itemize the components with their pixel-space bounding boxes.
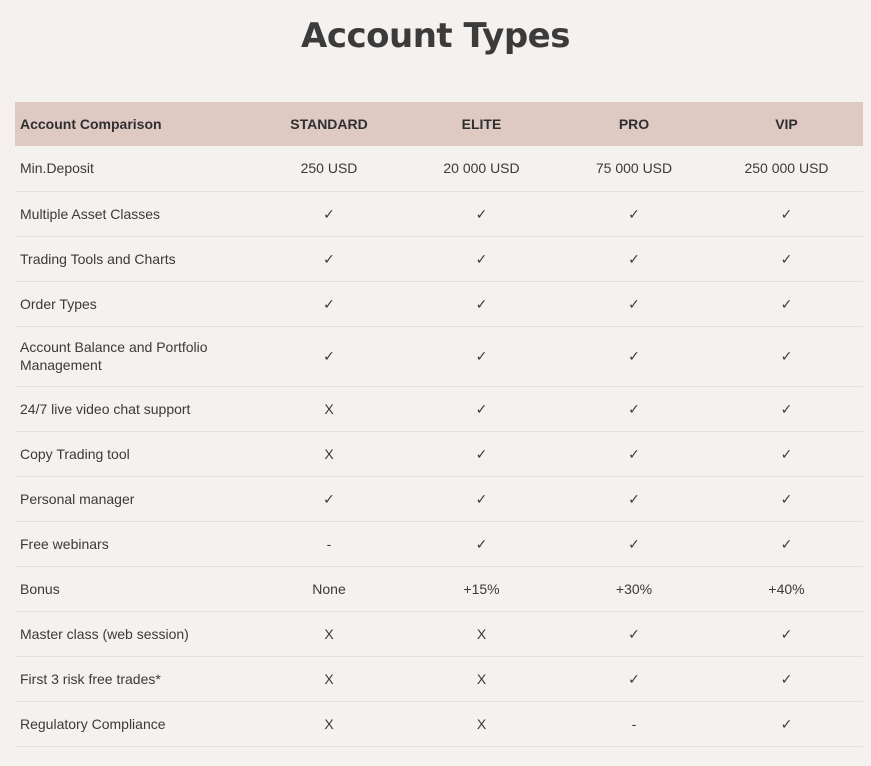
cell-elite: ✓	[475, 535, 488, 552]
cell-vip: ✓	[780, 250, 793, 267]
table-row	[15, 566, 863, 611]
cell-pro: 75 000 USD	[595, 160, 673, 177]
row-label: Bonus	[20, 580, 60, 597]
page-title: Account Types	[301, 16, 570, 56]
row-label: Min.Deposit	[20, 160, 94, 177]
table-row	[15, 281, 863, 326]
row-label: First 3 risk free trades*	[20, 670, 161, 687]
cell-standard: ✓	[323, 348, 335, 364]
cell-standard: ✓	[323, 250, 335, 267]
row-label: Copy Trading tool	[20, 445, 130, 462]
row-label: Regulatory Compliance	[20, 715, 166, 732]
cell-vip: ✓	[780, 295, 793, 312]
header-elite: ELITE	[461, 116, 502, 132]
cell-standard: X	[324, 670, 334, 687]
cell-standard: X	[324, 715, 334, 732]
table-row	[15, 431, 863, 476]
header-pro: PRO	[618, 116, 650, 132]
row-label: Master class (web session)	[20, 625, 189, 642]
table-row	[15, 521, 863, 566]
cell-elite: ✓	[475, 250, 488, 267]
cell-vip: +40%	[768, 580, 805, 597]
cell-elite: ✓	[475, 295, 488, 312]
cell-vip: ✓	[780, 445, 793, 462]
table-row	[15, 236, 863, 281]
cell-pro: ✓	[628, 250, 640, 267]
row-label: Personal manager	[20, 490, 135, 507]
cell-elite: X	[476, 670, 487, 687]
cell-vip: ✓	[780, 205, 793, 222]
table-row	[15, 611, 863, 656]
row-label: 24/7 live video chat support	[20, 400, 191, 417]
cell-pro: ✓	[628, 445, 640, 462]
cell-standard: X	[324, 625, 334, 642]
cell-pro: ✓	[628, 535, 640, 552]
cell-vip: ✓	[780, 625, 793, 642]
row-label: Multiple Asset Classes	[20, 205, 161, 222]
table-row	[15, 656, 863, 701]
cell-elite: ✓	[475, 348, 488, 364]
cell-pro: ✓	[628, 625, 640, 642]
cell-pro: ✓	[628, 295, 640, 312]
header-vip: VIP	[775, 116, 798, 132]
cell-standard: ✓	[323, 205, 335, 222]
cell-pro: +30%	[615, 580, 653, 597]
cell-standard: ✓	[323, 295, 335, 312]
account-comparison-table	[15, 102, 863, 747]
cell-standard: 250 USD	[300, 160, 358, 177]
row-label: Trading Tools and Charts	[20, 250, 176, 267]
cell-vip: ✓	[780, 348, 793, 364]
cell-standard: X	[324, 445, 334, 462]
cell-standard: None	[312, 580, 346, 597]
cell-pro: ✓	[628, 205, 640, 222]
cell-standard: X	[324, 400, 334, 417]
cell-pro: ✓	[628, 348, 640, 364]
cell-vip: ✓	[780, 400, 793, 417]
table-row	[15, 701, 863, 746]
cell-vip: ✓	[780, 670, 793, 687]
cell-pro: ✓	[628, 670, 640, 687]
cell-vip: 250 000 USD	[744, 160, 829, 177]
row-label: Order Types	[20, 295, 97, 312]
table-row	[15, 146, 863, 191]
table-row	[15, 386, 863, 431]
cell-elite: 20 000 USD	[443, 160, 520, 177]
cell-pro: ✓	[628, 400, 640, 417]
cell-pro: -	[631, 715, 637, 732]
cell-standard: ✓	[323, 490, 335, 507]
cell-elite: +15%	[463, 580, 500, 597]
table-row	[15, 191, 863, 236]
table-header-row	[15, 102, 863, 146]
cell-standard: -	[326, 535, 332, 552]
row-label: Account Balance and Portfolio Management	[20, 339, 208, 373]
table-row	[15, 326, 863, 386]
header-standard: STANDARD	[290, 116, 368, 132]
cell-vip: ✓	[780, 535, 793, 552]
table-row	[15, 476, 863, 521]
cell-elite: ✓	[475, 445, 488, 462]
row-label: Free webinars	[20, 535, 109, 552]
cell-elite: X	[476, 715, 487, 732]
cell-elite: ✓	[475, 490, 488, 507]
cell-vip: ✓	[780, 490, 793, 507]
cell-elite: X	[476, 625, 487, 642]
cell-pro: ✓	[628, 490, 640, 507]
cell-vip: ✓	[780, 715, 793, 732]
cell-elite: ✓	[475, 400, 488, 417]
header-account-comparison: Account Comparison	[20, 116, 162, 132]
cell-elite: ✓	[475, 205, 488, 222]
